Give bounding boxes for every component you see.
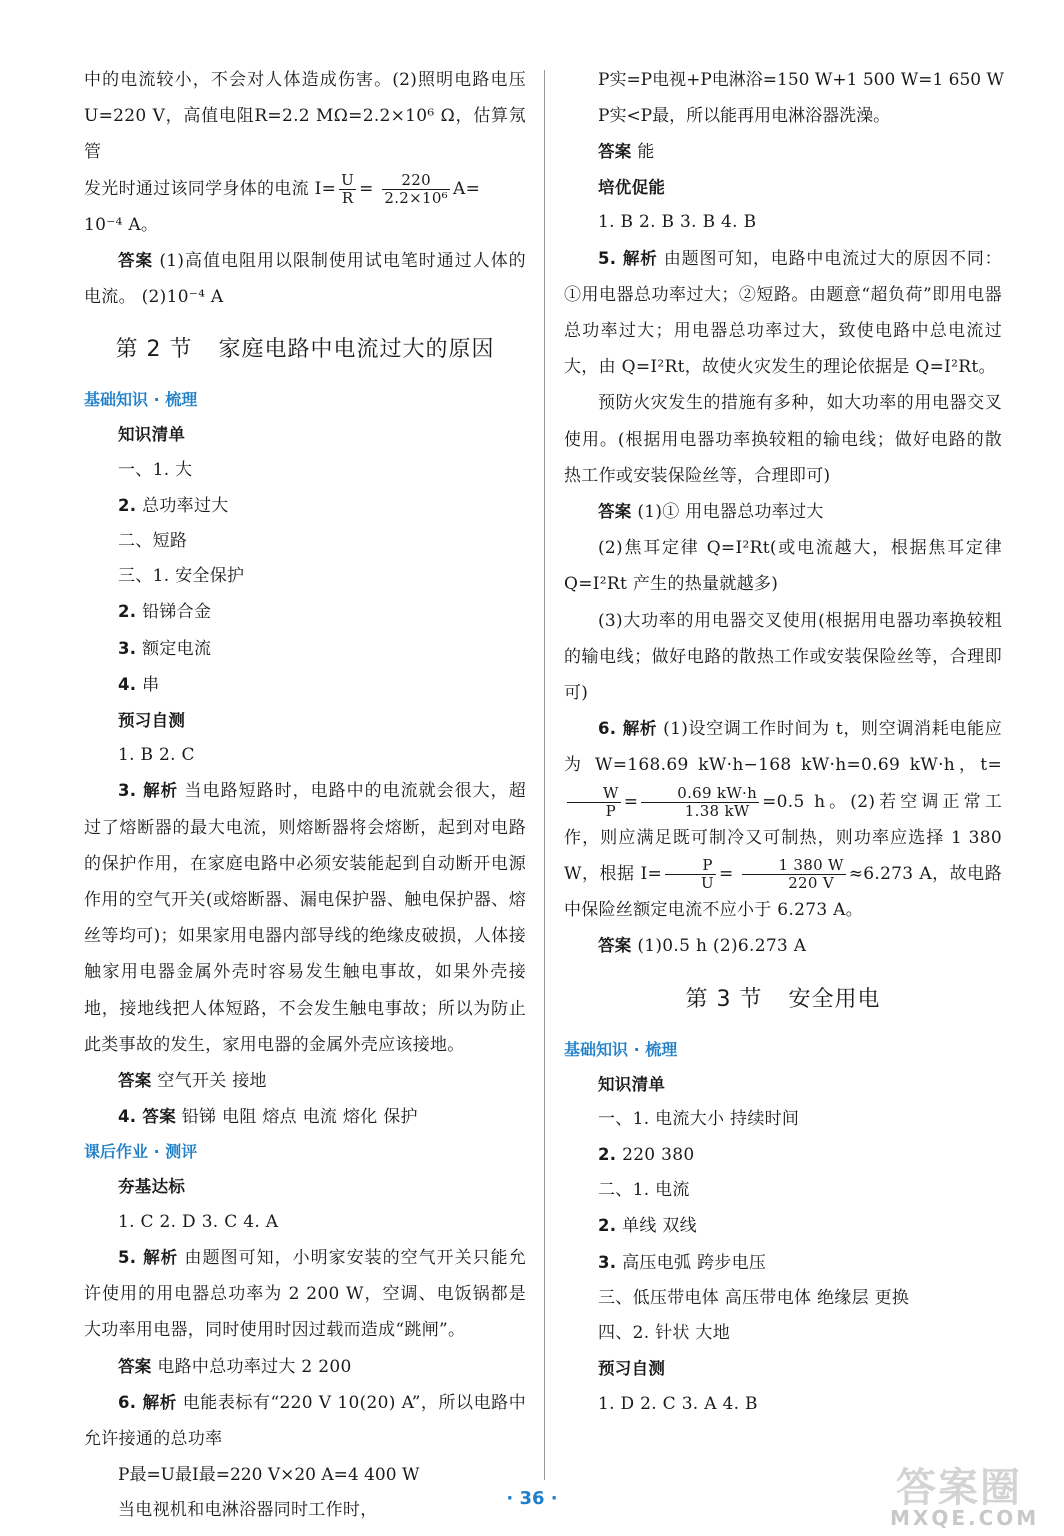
item-number: 4.	[118, 674, 137, 694]
item-text: 额定电流	[142, 638, 212, 659]
list-item	[84, 594, 526, 630]
fraction-time	[641, 785, 759, 820]
analysis	[84, 773, 526, 1063]
list-item: 一、1. 大	[118, 459, 193, 480]
item-number: 2.	[598, 1216, 617, 1236]
analysis-text: 电能表标有“220 V 10(20) A”，所以电路中允许接通的总功率	[84, 1392, 526, 1449]
title-number: 第 3 节	[685, 986, 763, 1012]
item-number: 3.	[598, 1252, 617, 1272]
analysis	[564, 241, 1002, 386]
section-heading: 课后作业 · 测评	[84, 1142, 198, 1162]
section-heading: 基础知识 · 梳理	[84, 390, 198, 410]
numerator: P	[665, 857, 716, 875]
answer	[564, 494, 1002, 530]
list-item	[564, 1208, 1002, 1244]
list-item	[84, 488, 526, 524]
watermark-text: 答案圈	[896, 1465, 1022, 1511]
answer	[84, 1063, 526, 1099]
watermark-url: MXQE.COM	[890, 1506, 1040, 1530]
page-number: · 36 ·	[506, 1488, 558, 1509]
left-column	[84, 62, 526, 1528]
denominator: 220 V	[788, 874, 834, 893]
answer-list: 1. C 2. D 3. C 4. A	[118, 1211, 279, 1232]
answer-text: (1)0.5 h (2)6.273 A	[637, 936, 807, 957]
paragraph: 中的电流较小，不会对人体造成伤害。(2)照明电路电压U=220 V，高值电阻R=2.2 MΩ=2.2×10⁶ Ω，估算氖管	[84, 70, 526, 163]
list-item: 三、低压带电体 高压带电体 绝缘层 更换	[598, 1287, 910, 1308]
answer-text: 电路中总功率过大 2 200	[157, 1356, 352, 1377]
answer-label: 4. 答案	[118, 1107, 176, 1127]
fraction-220-over-r	[382, 172, 450, 207]
item-number: 3.	[118, 638, 137, 658]
item-text: 220 380	[622, 1145, 695, 1166]
list-item: 四、2. 针状 大地	[598, 1323, 731, 1344]
list-item	[564, 1137, 1002, 1173]
answer-label: 答案	[598, 936, 632, 956]
answer-text: 铅锑 电阻 熔点 电流 熔化 保护	[181, 1107, 418, 1128]
equals-sign: =	[623, 791, 639, 812]
fraction-current	[742, 857, 845, 892]
answer-list: 1. B 2. C	[118, 745, 195, 766]
answer	[564, 134, 1002, 170]
formula: P实=P电视+P电淋浴=150 W+1 500 W=1 650 W	[598, 70, 1004, 90]
watermark-logo	[890, 1456, 1040, 1530]
title-number: 第 2 节	[115, 337, 193, 363]
denominator: U	[701, 874, 714, 893]
item-text: 串	[142, 674, 160, 695]
analysis-text: 由题图可知，小明家安装的空气开关只能允许使用的用电器总功率为 2 200 W，空调、电饭锅都是大功率用电器，同时使用时因过载而造成“跳闸”。	[84, 1247, 526, 1341]
answer	[84, 243, 526, 315]
subheading: 知识清单	[598, 1074, 666, 1094]
title-text: 家庭电路中电流过大的原因	[218, 337, 495, 363]
item-text: 高压电弧 跨步电压	[622, 1252, 767, 1273]
paragraph: 预防火灾发生的措施有多种，如大功率的用电器交叉使用。(根据用电器功率换较粗的输电线；做好电路的散热工作或安装保险丝等，合理即可)	[564, 393, 1002, 486]
paragraph: 当电视机和电淋浴器同时工作时，	[118, 1500, 378, 1521]
subheading: 预习自测	[598, 1359, 666, 1379]
analysis	[84, 1385, 526, 1457]
numerator: U	[341, 170, 355, 189]
answer-label: 答案	[118, 1356, 152, 1376]
formula: P最=U最I最=220 V×20 A=4 400 W	[118, 1465, 420, 1486]
answer-list: 1. B 2. B 3. B 4. B	[598, 212, 757, 233]
item-number: 2.	[118, 602, 137, 622]
right-column	[564, 62, 1002, 1422]
answer-text: (1)① 用电器总功率过大	[637, 502, 824, 523]
paragraph: 10⁻⁴ A。	[84, 214, 159, 235]
section-title	[564, 965, 1002, 1033]
analysis-text: ≈6.273 A，故电路中保险丝额定电流不应小于 6.273 A。	[564, 864, 1002, 921]
subheading: 培优促能	[598, 178, 666, 198]
denominator: R	[341, 188, 354, 207]
fraction-w-over-p	[567, 785, 621, 820]
analysis: 6. 解析 (1)设空调工作时间为 t，则空调消耗电能应为 W=168.69 kW·h−168 kW·h=0.69 kW·h，t= $\frac{W}{P}$ = $\frac{0.69 kW\cdot h}{1.38 kW}$ =0.5 h。(2)若空调正常工作，则应满足既可制冷又可制热，则功率应选择 1 380 W，根据 I= $\frac{P}{U}$ = $\frac{1 380 W}{220 V}$ ≈6.273 A，故电路中保险丝额定电流不应小于 6.273 A。	[564, 719, 1002, 921]
denominator: P	[605, 801, 617, 820]
paragraph: (3)大功率的用电器交叉使用(根据用电器功率换较粗的输电线；做好电路的散热工作或安装保险丝等，合理即可)	[564, 610, 1002, 704]
analysis	[84, 1240, 526, 1349]
answer-label: 答案	[598, 502, 632, 522]
numerator: 1 380 W	[742, 857, 845, 875]
analysis-label: 6. 解析	[118, 1392, 177, 1412]
answer	[84, 1349, 526, 1385]
subheading: 知识清单	[118, 425, 186, 445]
analysis-text: 当电路短路时，电路中的电流就会很大，超过了熔断器的最大电流，则熔断器将会熔断，起到对电路的保护作用，在家庭电路中必须安装能起到自动断开电源作用的空气开关(或熔断器、漏电保护器、触电保护器、熔丝等均可)；如果家用电器内部导线的绝缘皮破损，人体接触家用电器金属外壳时容易发生触电事故，如果外壳接地，接地线把人体短路，不会发生触电事故；所以为防止此类事故的发生，家用电器的金属外壳应该接地。	[84, 781, 526, 1055]
list-item	[84, 667, 526, 703]
numerator: W	[567, 785, 621, 803]
item-text: 总功率过大	[142, 495, 229, 516]
analysis-label: 6. 解析	[598, 719, 658, 739]
paragraph: (2)焦耳定律 Q=I²Rt(或电流越大，根据焦耳定律 Q=I²Rt 产生的热量就越多)	[564, 538, 1002, 595]
answer-list: 1. D 2. C 3. A 4. B	[598, 1393, 758, 1414]
denominator: 2.2×10⁶	[384, 188, 448, 207]
column-divider	[544, 70, 545, 1480]
list-item	[564, 1245, 1002, 1281]
item-text: 单线 双线	[622, 1216, 697, 1237]
formula-line: 发光时通过该同学身体的电流 I= $\frac{U}{R}$ = $\frac{220}{\text{2.2×10⁶}}$ A=	[84, 170, 481, 207]
answer-label: 答案	[598, 142, 632, 161]
item-number: 2.	[118, 495, 137, 515]
analysis-label: 5. 解析	[598, 248, 658, 268]
answer-label: 答案	[118, 1071, 152, 1091]
list-item: 三、1. 安全保护	[118, 566, 245, 587]
answer-text: 能	[637, 142, 655, 162]
text: 发光时通过该同学身体的电流 I=	[84, 178, 337, 199]
analysis-text: (1)设空调工作时间为 t，则空调消耗电能应为 W=168.69 kW·h−168 kW·h=0.69 kW·h，t=	[564, 719, 1002, 776]
fraction-u-over-r	[339, 172, 356, 207]
list-item: 二、短路	[118, 531, 188, 552]
numerator: 0.69 kW·h	[641, 785, 759, 803]
answer-text: 空气开关 接地	[157, 1071, 267, 1092]
list-item	[84, 631, 526, 667]
answer	[564, 928, 1002, 964]
numerator: 220	[382, 172, 450, 190]
list-item: 二、1. 电流	[598, 1180, 690, 1201]
formula: P实<P最，所以能再用电淋浴器洗澡。	[598, 106, 891, 126]
fraction-p-over-u	[665, 857, 716, 892]
answer-text: (1)高值电阻用以限制使用试电笔时通过人体的电流。 (2)10⁻⁴ A	[84, 251, 526, 308]
text: A=	[453, 178, 481, 199]
answer-label: 答案	[118, 251, 153, 271]
item-text: 铅锑合金	[142, 602, 212, 623]
analysis-text: 由题图可知，电路中电流过大的原因不同：①用电器总功率过大；②短路。由题意“超负荷”即用电器总功率过大；用电器总功率过大，致使电路中总电流过大，由 Q=I²Rt，故使火灾发生的理论依据是 Q=I²Rt。	[564, 248, 1002, 378]
subheading: 夯基达标	[118, 1177, 186, 1197]
title-text: 安全用电	[788, 986, 881, 1012]
analysis-text: =0.5 h。(2)若空调正常工作，则应满足既可制冷又可制热，则功率应选择 1 380 W，根据 I=	[564, 791, 1002, 885]
section-title	[84, 315, 526, 383]
answer	[84, 1099, 526, 1135]
item-number: 2.	[598, 1145, 617, 1165]
denominator: 1.38 kW	[684, 801, 750, 820]
analysis-label: 5. 解析	[118, 1247, 179, 1267]
analysis-label: 3. 解析	[118, 781, 179, 801]
section-heading: 基础知识 · 梳理	[564, 1039, 678, 1059]
subheading: 预习自测	[118, 711, 186, 731]
list-item: 一、1. 电流大小 持续时间	[598, 1108, 800, 1129]
